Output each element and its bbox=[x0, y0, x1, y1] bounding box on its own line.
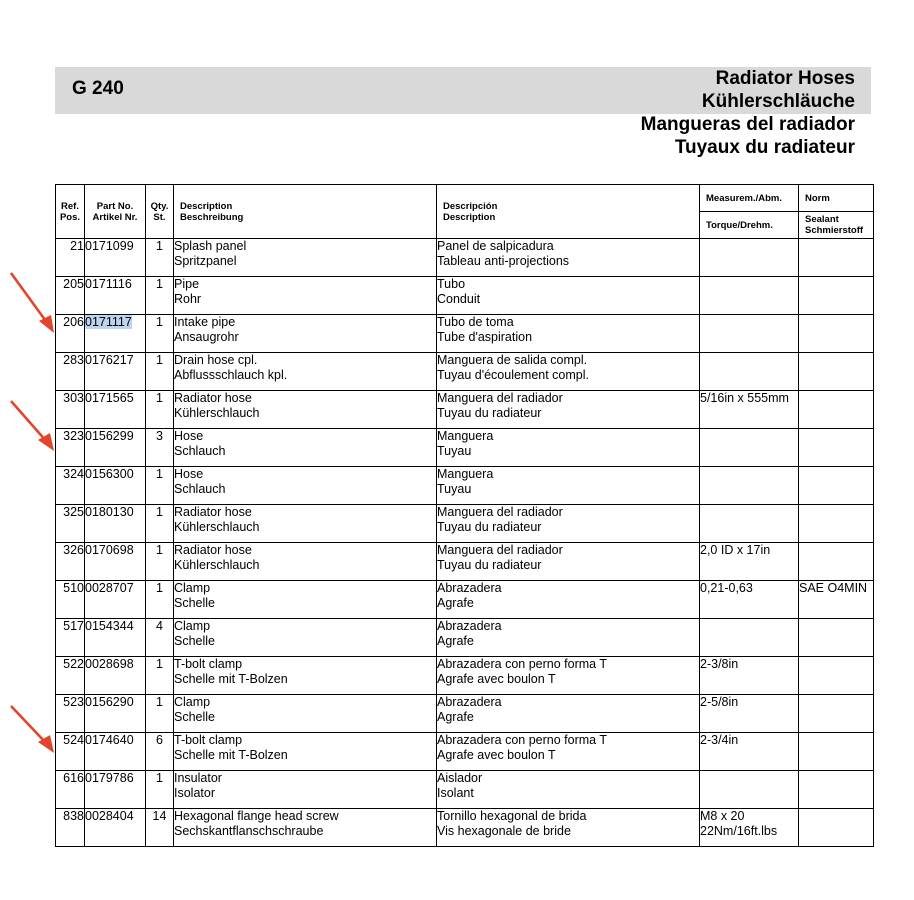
ref-cell: 324 bbox=[56, 467, 85, 505]
description-en-de-cell: T-bolt clamp Schelle mit T-Bolzen bbox=[174, 733, 437, 771]
measurement-cell bbox=[700, 505, 799, 543]
col-torque-header: Torque/Drehm. bbox=[700, 212, 799, 239]
norm-cell bbox=[799, 657, 874, 695]
description-es-fr-cell: Abrazadera Agrafe bbox=[437, 619, 700, 657]
measurement-cell: 0,21-0,63 bbox=[700, 581, 799, 619]
red-arrow-icon bbox=[8, 270, 60, 336]
norm-cell bbox=[799, 809, 874, 847]
part-number-cell: 0156290 bbox=[85, 695, 146, 733]
qty-cell: 4 bbox=[146, 619, 174, 657]
part-number-cell: 0028698 bbox=[85, 657, 146, 695]
part-number-cell: 0179786 bbox=[85, 771, 146, 809]
measurement-cell bbox=[700, 429, 799, 467]
norm-cell bbox=[799, 771, 874, 809]
norm-cell bbox=[799, 619, 874, 657]
measurement-cell: 5/16in x 555mm bbox=[700, 391, 799, 429]
part-number-cell: 0180130 bbox=[85, 505, 146, 543]
ref-cell: 206 bbox=[56, 315, 85, 353]
ref-cell: 21 bbox=[56, 239, 85, 277]
parts-table bbox=[55, 184, 874, 847]
qty-cell: 3 bbox=[146, 429, 174, 467]
red-arrow-icon bbox=[8, 703, 60, 755]
qty-cell: 14 bbox=[146, 809, 174, 847]
table-row bbox=[56, 771, 874, 809]
part-number-cell: 0156299 bbox=[85, 429, 146, 467]
part-number-cell: 0171116 bbox=[85, 277, 146, 315]
ref-cell: 616 bbox=[56, 771, 85, 809]
ref-cell: 510 bbox=[56, 581, 85, 619]
ref-cell: 517 bbox=[56, 619, 85, 657]
description-es-fr-cell: Abrazadera con perno forma T Agrafe avec boulon T bbox=[437, 657, 700, 695]
measurement-cell bbox=[700, 277, 799, 315]
description-en-de-cell: Drain hose cpl. Abflussschlauch kpl. bbox=[174, 353, 437, 391]
qty-cell: 1 bbox=[146, 543, 174, 581]
col-sealant-header: Sealant Schmierstoff bbox=[799, 212, 874, 239]
title-fr: Tuyaux du radiateur bbox=[674, 137, 855, 158]
table-row bbox=[56, 429, 874, 467]
description-en-de-cell: Radiator hose Kühlerschlauch bbox=[174, 391, 437, 429]
norm-cell bbox=[799, 733, 874, 771]
measurement-cell bbox=[700, 467, 799, 505]
part-number-cell: 0171117 bbox=[85, 315, 146, 353]
table-row bbox=[56, 581, 874, 619]
norm-cell bbox=[799, 695, 874, 733]
description-en-de-cell: Clamp Schelle bbox=[174, 619, 437, 657]
qty-cell: 1 bbox=[146, 391, 174, 429]
measurement-cell: 2,0 ID x 17in bbox=[700, 543, 799, 581]
table-row bbox=[56, 543, 874, 581]
qty-cell: 1 bbox=[146, 581, 174, 619]
qty-cell: 1 bbox=[146, 657, 174, 695]
ref-cell: 325 bbox=[56, 505, 85, 543]
table-row bbox=[56, 657, 874, 695]
ref-cell: 326 bbox=[56, 543, 85, 581]
qty-cell: 1 bbox=[146, 505, 174, 543]
table-row bbox=[56, 277, 874, 315]
ref-cell: 524 bbox=[56, 733, 85, 771]
table-row bbox=[56, 809, 874, 847]
ref-cell: 838 bbox=[56, 809, 85, 847]
description-en-de-cell: Clamp Schelle bbox=[174, 581, 437, 619]
section-code: G 240 bbox=[72, 78, 124, 99]
ref-cell: 523 bbox=[56, 695, 85, 733]
table-row bbox=[56, 733, 874, 771]
description-es-fr-cell: Manguera Tuyau bbox=[437, 429, 700, 467]
qty-cell: 1 bbox=[146, 353, 174, 391]
ref-cell: 522 bbox=[56, 657, 85, 695]
norm-cell bbox=[799, 277, 874, 315]
description-en-de-cell: Splash panel Spritzpanel bbox=[174, 239, 437, 277]
qty-cell: 1 bbox=[146, 771, 174, 809]
part-number-cell: 0171565 bbox=[85, 391, 146, 429]
table-row bbox=[56, 505, 874, 543]
qty-cell: 6 bbox=[146, 733, 174, 771]
table-row bbox=[56, 695, 874, 733]
col-ref-header: Ref. Pos. bbox=[56, 185, 85, 239]
page-titles bbox=[641, 67, 855, 159]
norm-cell bbox=[799, 467, 874, 505]
table-row bbox=[56, 619, 874, 657]
measurement-cell bbox=[700, 619, 799, 657]
norm-cell bbox=[799, 353, 874, 391]
norm-cell: SAE O4MIN bbox=[799, 581, 874, 619]
description-es-fr-cell: Manguera del radiador Tuyau du radiateur bbox=[437, 505, 700, 543]
measurement-cell bbox=[700, 239, 799, 277]
ref-cell: 283 bbox=[56, 353, 85, 391]
table-row bbox=[56, 239, 874, 277]
col-part-header: Part No. Artikel Nr. bbox=[85, 185, 146, 239]
measurement-cell: 2-3/4in bbox=[700, 733, 799, 771]
norm-cell bbox=[799, 391, 874, 429]
part-number-cell: 0154344 bbox=[85, 619, 146, 657]
description-en-de-cell: Hexagonal flange head screw Sechskantflanschschraube bbox=[174, 809, 437, 847]
part-number-cell: 0156300 bbox=[85, 467, 146, 505]
description-en-de-cell: Radiator hose Kühlerschlauch bbox=[174, 505, 437, 543]
qty-cell: 1 bbox=[146, 467, 174, 505]
description-es-fr-cell: Tubo de toma Tube d'aspiration bbox=[437, 315, 700, 353]
description-es-fr-cell: Abrazadera con perno forma T Agrafe avec boulon T bbox=[437, 733, 700, 771]
table-row bbox=[56, 391, 874, 429]
description-en-de-cell: Radiator hose Kühlerschlauch bbox=[174, 543, 437, 581]
ref-cell: 205 bbox=[56, 277, 85, 315]
qty-cell: 1 bbox=[146, 695, 174, 733]
table-row bbox=[56, 353, 874, 391]
description-en-de-cell: Pipe Rohr bbox=[174, 277, 437, 315]
col-measurement-header: Measurem./Abm. bbox=[700, 185, 799, 212]
title-en: Radiator Hoses bbox=[715, 68, 855, 89]
qty-cell: 1 bbox=[146, 239, 174, 277]
part-number-cell: 0028707 bbox=[85, 581, 146, 619]
col-desc-es-fr-header: Descripción Description bbox=[437, 185, 700, 239]
description-es-fr-cell: Tornillo hexagonal de brida Vis hexagonale de bride bbox=[437, 809, 700, 847]
title-es: Mangueras del radiador bbox=[640, 114, 855, 135]
col-qty-header: Qty. St. bbox=[146, 185, 174, 239]
qty-cell: 1 bbox=[146, 277, 174, 315]
description-en-de-cell: Insulator Isolator bbox=[174, 771, 437, 809]
description-es-fr-cell: Panel de salpicadura Tableau anti-projections bbox=[437, 239, 700, 277]
description-es-fr-cell: Aislador Isolant bbox=[437, 771, 700, 809]
norm-cell bbox=[799, 543, 874, 581]
ref-cell: 303 bbox=[56, 391, 85, 429]
measurement-cell: 2-3/8in bbox=[700, 657, 799, 695]
part-number-cell: 0028404 bbox=[85, 809, 146, 847]
title-de: Kühlerschläuche bbox=[701, 91, 855, 112]
description-es-fr-cell: Abrazadera Agrafe bbox=[437, 695, 700, 733]
norm-cell bbox=[799, 429, 874, 467]
norm-cell bbox=[799, 239, 874, 277]
norm-cell bbox=[799, 315, 874, 353]
part-number-cell: 0170698 bbox=[85, 543, 146, 581]
measurement-cell bbox=[700, 771, 799, 809]
ref-cell: 323 bbox=[56, 429, 85, 467]
description-en-de-cell: Hose Schlauch bbox=[174, 429, 437, 467]
description-es-fr-cell: Manguera del radiador Tuyau du radiateur bbox=[437, 543, 700, 581]
part-number-cell: 0176217 bbox=[85, 353, 146, 391]
description-es-fr-cell: Manguera Tuyau bbox=[437, 467, 700, 505]
part-number-cell: 0174640 bbox=[85, 733, 146, 771]
description-en-de-cell: Hose Schlauch bbox=[174, 467, 437, 505]
qty-cell: 1 bbox=[146, 315, 174, 353]
part-number-cell: 0171099 bbox=[85, 239, 146, 277]
measurement-cell bbox=[700, 315, 799, 353]
norm-cell bbox=[799, 505, 874, 543]
col-norm-header: Norm bbox=[799, 185, 874, 212]
measurement-cell: 2-5/8in bbox=[700, 695, 799, 733]
description-es-fr-cell: Manguera del radiador Tuyau du radiateur bbox=[437, 391, 700, 429]
red-arrow-icon bbox=[8, 398, 60, 454]
measurement-cell: M8 x 20 22Nm/16ft.lbs bbox=[700, 809, 799, 847]
measurement-cell bbox=[700, 353, 799, 391]
description-en-de-cell: Clamp Schelle bbox=[174, 695, 437, 733]
col-desc-en-de-header: Description Beschreibung bbox=[174, 185, 437, 239]
table-row bbox=[56, 467, 874, 505]
table-row bbox=[56, 315, 874, 353]
description-es-fr-cell: Manguera de salida compl. Tuyau d'écoulement compl. bbox=[437, 353, 700, 391]
description-es-fr-cell: Abrazadera Agrafe bbox=[437, 581, 700, 619]
description-en-de-cell: T-bolt clamp Schelle mit T-Bolzen bbox=[174, 657, 437, 695]
description-es-fr-cell: Tubo Conduit bbox=[437, 277, 700, 315]
description-en-de-cell: Intake pipe Ansaugrohr bbox=[174, 315, 437, 353]
